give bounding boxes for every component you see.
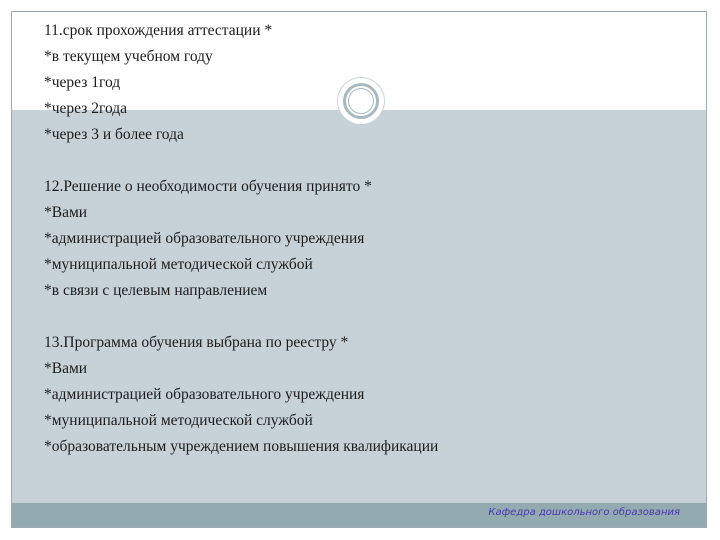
slide-footer [12, 503, 706, 527]
question-option: *администрацией образовательного учреждения [44, 230, 365, 247]
question-option: *через 2года [44, 100, 128, 117]
footer-text: Кафедра дошкольного образования [488, 507, 680, 518]
question-option: *администрацией образовательного учреждения [44, 386, 365, 403]
slide-content [44, 18, 684, 460]
spacer [44, 304, 684, 330]
question-option: *муниципальной методической службой [44, 256, 313, 273]
question-option: *через 3 и более года [44, 126, 184, 143]
question-option: *Вами [44, 204, 88, 221]
question-option: *в связи с целевым направлением [44, 282, 268, 299]
question-title: 13.Программа обучения выбрана по реестру * [44, 334, 349, 351]
question-option: *через 1год [44, 74, 121, 91]
question-option: *муниципальной методической службой [44, 412, 313, 429]
question-option: *Вами [44, 360, 88, 377]
question-option: *образовательным учреждением повышения квалификации [44, 438, 439, 455]
spacer [44, 148, 684, 174]
question-option: *в текущем учебном году [44, 48, 213, 65]
question-title: 12.Решение о необходимости обучения принято * [44, 178, 372, 195]
question-title: 11.срок прохождения аттестации * [44, 22, 273, 39]
